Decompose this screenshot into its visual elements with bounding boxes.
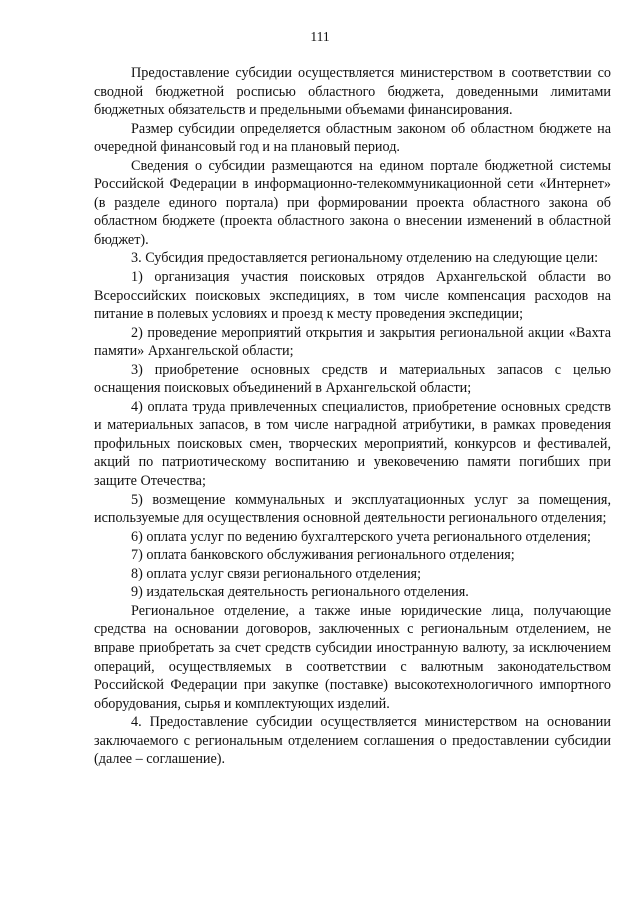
paragraph-section-4-agreement: 4. Предоставление субсидии осуществляется министерством на основании заключаемого с региональным отделением соглашения о предоставлении субсидии (далее – соглашение). — [94, 714, 611, 768]
page-number: 111 — [310, 29, 330, 44]
paragraph-subsidy-amount: Размер субсидии определяется областным законом об областном бюджете на очередной финансовый год и на плановый период. — [94, 120, 611, 156]
paragraph-currency-restriction: Региональное отделение, а также иные юридические лица, получающие средства на основании договоров, заключенных с региональным отделением, не вправе приобретать за счет средств субсидии иностранную валюту, за исключением операций, осуществляемых в соответствии с валютным законодательством Российской Федерации при закупке (поставке) высокотехнологичного импортного оборудования, сырья и комплектующих изделий. — [94, 602, 611, 712]
paragraph-budget-schedule: Предоставление субсидии осуществляется министерством в соответствии со сводной бюджетной росписью областного бюджета, доведенными лимитами бюджетных обязательств и предельными объемами финансирования. — [94, 65, 611, 119]
list-item-8: 8) оплата услуг связи регионального отделения; — [131, 565, 422, 582]
list-item-3: 3) приобретение основных средств и материальных запасов с целью оснащения поисковых объединений в Архангельской области; — [94, 361, 611, 397]
paragraph-portal-info: Сведения о субсидии размещаются на едином портале бюджетной системы Российской Федерации в информационно-телекоммуникационной сети «Интернет» (в разделе единого портала) при формировании проекта областного закона об областном бюджете (проекта областного закона о внесении изменений в областной бюджет). — [94, 157, 611, 248]
list-item-2: 2) проведение мероприятий открытия и закрытия региональной акции «Вахта памяти» Архангельской области; — [94, 324, 611, 360]
paragraph-section-3-purposes: 3. Субсидия предоставляется региональному отделению на следующие цели: — [131, 250, 599, 267]
document-body — [94, 64, 611, 769]
list-item-9: 9) издательская деятельность регионального отделения. — [131, 584, 469, 601]
list-item-5: 5) возмещение коммунальных и эксплуатационных услуг за помещения, используемые для осуществления основной деятельности регионального отделения; — [94, 491, 611, 527]
list-item-4: 4) оплата труда привлеченных специалистов, приобретение основных средств и материальных запасов, в том числе наградной атрибутики, в рамках проведения профильных поисковых смен, творческих мероприятий, конкурсов и фестивалей, акций по патриотическому воспитанию и увековечению памяти погибших при защите Отечества; — [94, 398, 611, 490]
list-item-1: 1) организация участия поисковых отрядов Архангельской области во Всероссийских поисковых экспедициях, в том числе компенсация расходов на питание в полевых условиях и проезд к месту проведения экспедиции; — [94, 269, 611, 323]
list-item-6: 6) оплата услуг по ведению бухгалтерского учета регионального отделения; — [131, 528, 591, 545]
list-item-7: 7) оплата банковского обслуживания регионального отделения; — [131, 547, 515, 564]
